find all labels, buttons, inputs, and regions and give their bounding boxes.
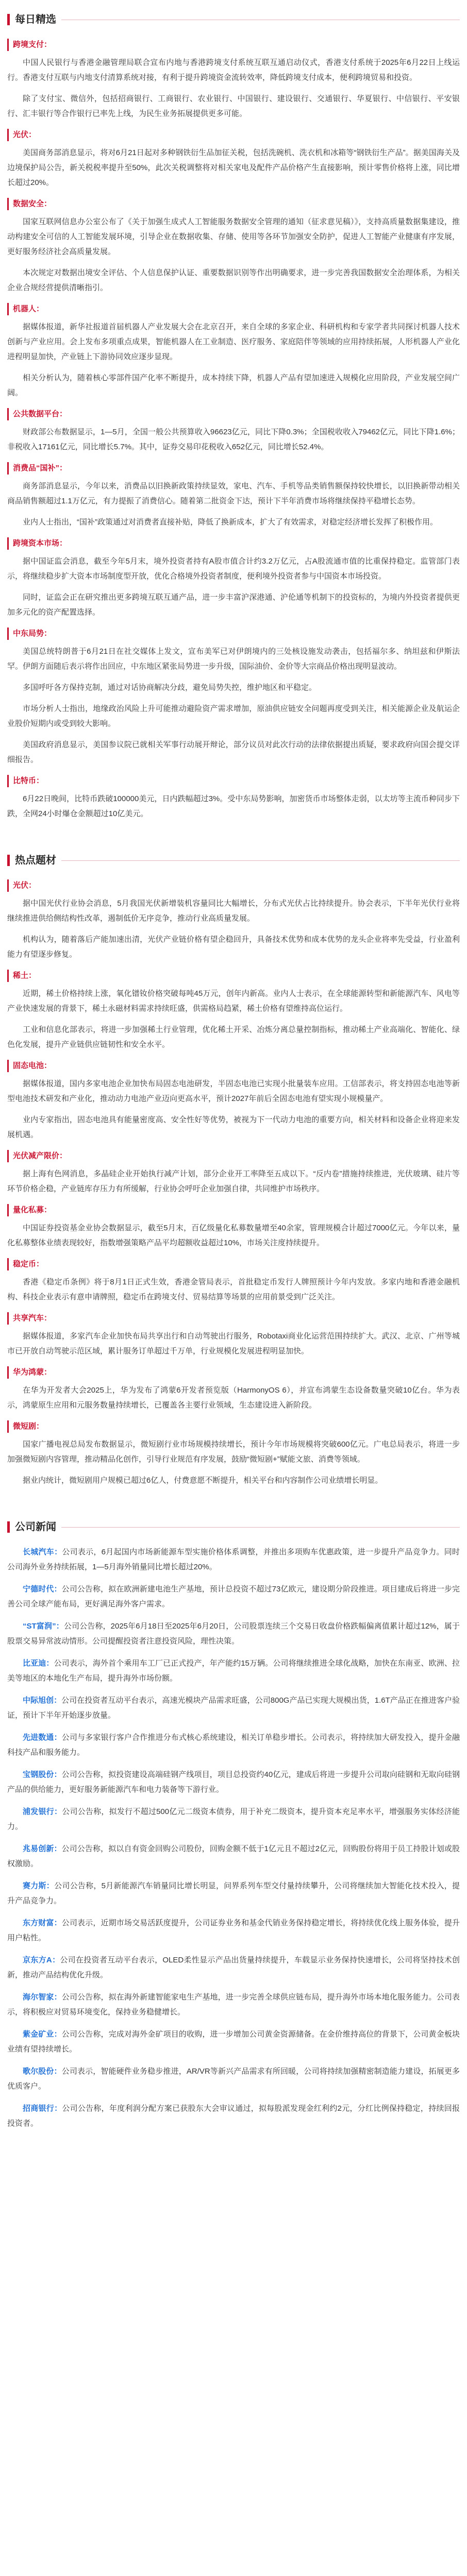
daily-list	[7, 37, 460, 821]
topic-block	[7, 1365, 460, 1380]
company-news-item	[7, 1878, 460, 1908]
paragraph: 据上海有色网消息，多晶硅企业开始执行减产计划，部分企业开工率降至五成以下。“反内卷”措施持续推进，光伏玻璃、硅片等环节价格企稳，产业链库存压力有所缓解，行业协会呼吁企业加强自律，共同维护市场秩序。	[7, 1170, 460, 1193]
company-news-text: 公司公告称，5月新能源汽车销量同比增长明显，问界系列车型交付量持续攀升，公司将继续加大智能化技术投入，提升产品竞争力。	[7, 1882, 460, 1905]
topic-block	[7, 196, 460, 211]
topic-title: 数据安全：	[7, 198, 52, 210]
topic-block	[7, 406, 460, 421]
company-news-text: 公司公告称，拟以自有资金回购公司股份，回购金额不低于1亿元且不超过2亿元，回购股份将用于员工持股计划或股权激励。	[7, 1844, 460, 1868]
topic-block	[7, 968, 460, 983]
section-header-hot	[7, 848, 460, 873]
topic-title: 跨境支付：	[7, 39, 52, 51]
topic-block	[7, 1257, 460, 1272]
topic-block	[7, 301, 460, 316]
topic-block	[7, 878, 460, 893]
paragraph: 中国人民银行与香港金融管理局联合宣布内地与香港跨境支付系统互联互通启动仪式，香港支付系统于2025年6月22日上线运行。香港支付互联与内地支付清算系统对接，有利于提升跨境资金流转效率，降低跨境支付成本，便利跨境贸易和投资。	[7, 58, 460, 82]
paragraph: 市场分析人士指出，地缘政治风险上升可能推动避险资产需求增加，原油供应链安全问题再度受到关注，相关能源企业及航运企业股价短期内或受到较大影响。	[7, 704, 460, 728]
topic-title: 光伏：	[7, 879, 36, 892]
paragraph: 机构认为，随着落后产能加速出清，光伏产业链价格有望企稳回升，具备技术优势和成本优势的龙头企业将率先受益，行业盈利能力有望逐步修复。	[7, 935, 460, 959]
company-name-link[interactable]: 赛力斯：	[23, 1882, 55, 1890]
topic-title: 共享汽车：	[7, 1312, 52, 1325]
company-news-text: 公司公告称，年度利润分配方案已获股东大会审议通过，拟每股派发现金红利约2元，分红比例保持稳定，持续回报投资者。	[7, 2104, 460, 2128]
topic-block	[7, 37, 460, 52]
paragraph: 相关分析认为，随着核心零部件国产化率不断提升，成本持续下降，机器人产品有望加速进入规模化应用阶段，产业发展空间广阔。	[7, 374, 460, 397]
paragraph: 据媒体报道，新华社报道首届机器人产业发展大会在北京召开，来自全球的多家企业、科研机构和专家学者共同探讨机器人技术创新与产业应用。会上发布多项重点成果，智能机器人在工业制造、医疗服务、家庭陪伴等领域的应用持续拓展，人形机器人产业化进程明显加快，产业链上下游协同效应逐步显现。	[7, 323, 460, 361]
topic-title: 光伏减产限价：	[7, 1150, 67, 1162]
paragraph: 业内人士指出，“国补”政策通过对消费者直接补贴，降低了换新成本，扩大了有效需求，对稳定经济增长发挥了积极作用。	[23, 518, 438, 527]
topic-title: 比特币：	[7, 775, 44, 787]
topic-block	[7, 626, 460, 641]
topic-title: 机器人：	[7, 303, 44, 315]
section-bar-icon	[7, 1521, 10, 1533]
topic-title: 华为鸿蒙：	[7, 1366, 52, 1379]
company-name-link[interactable]: 招商银行：	[23, 2104, 62, 2113]
paragraph: 国家广播电视总局发布数据显示，微短剧行业市场规模持续增长，预计今年市场规模将突破600亿元。广电总局表示，将进一步加强微短剧内容管理，推动精品化创作，引导行业规范有序发展，鼓励“微短剧+”赋能文旅、消费等领域。	[7, 1440, 460, 1464]
company-name-link[interactable]: 歌尔股份：	[23, 2067, 62, 2076]
topic-block	[7, 461, 460, 476]
company-news-item	[7, 1804, 460, 1834]
company-name-link[interactable]: 先进数通：	[23, 1733, 62, 1742]
company-news-text: 公司公告称，拟在欧洲新建电池生产基地，预计总投资不超过73亿欧元，建设期分阶段推进。项目建成后将进一步完善公司全球产能布局，更好满足海外客户需求。	[7, 1585, 460, 1608]
paragraph: 据中国光伏行业协会消息，5月我国光伏新增装机容量同比大幅增长，分布式光伏占比持续提升。协会表示，下半年光伏行业将继续推进供给侧结构性改革，遏制低价无序竞争，推动行业高质量发展。	[7, 899, 460, 923]
section-header-daily	[7, 7, 460, 32]
company-name-link[interactable]: 比亚迪：	[23, 1659, 54, 1668]
company-news-text: 公司公告称，完成对海外金矿项目的收购，进一步增加公司黄金资源储备。在金价维持高位的背景下，公司黄金板块业绩有望持续增长。	[7, 2030, 460, 2054]
company-news-text: 公司与多家银行客户合作推进分布式核心系统建设，相关订单稳步增长。公司表示，将持续加大研发投入，提升金融科技产品和服务能力。	[7, 1733, 460, 1757]
hot-list	[7, 878, 460, 1488]
company-name-link[interactable]: 长城汽车：	[23, 1548, 62, 1556]
company-news-text: 公司表示，6月起国内市场新能源车型实施价格体系调整，并推出多项购车优惠政策，进一步提升产品竞争力。同时公司海外业务持续拓展，1—5月海外销量同比增长超过20%。	[7, 1548, 460, 1571]
topic-block	[7, 536, 460, 551]
section-divider	[61, 1527, 460, 1528]
topic-title: 消费品“国补”：	[7, 462, 67, 474]
company-news-item	[7, 2101, 460, 2131]
paragraph: 据媒体报道，多家汽车企业加快布局共享出行和自动驾驶出行服务，Robotaxi商业化运营范围持续扩大。武汉、北京、广州等城市已开放自动驾驶示范区域，累计服务订单超过千万单，行业规模化发展进程明显加快。	[7, 1332, 460, 1355]
company-name-link[interactable]: 紫金矿业：	[23, 2030, 62, 2039]
topic-block	[7, 1419, 460, 1434]
paragraph: 据中国证监会消息，截至今年5月末，境外投资者持有A股市值合计约3.2万亿元，占A股流通市值的比重保持稳定。监管部门表示，将继续稳步扩大资本市场制度型开放，优化合格境外投资者制度，便利境外投资者参与中国资本市场投资。	[7, 557, 460, 581]
section-title: 公司新闻	[15, 1521, 56, 1533]
company-news-item	[7, 2027, 460, 2057]
company-news-item	[7, 1619, 460, 1649]
topic-block	[7, 1311, 460, 1326]
paragraph: 除了支付宝、微信外，包括招商银行、工商银行、农业银行、中国银行、建设银行、交通银行、华夏银行、中信银行、平安银行、汇丰银行等合作银行已率先上线，为民生业务拓展提供更多可能。	[7, 94, 460, 118]
company-list	[7, 1545, 460, 2131]
company-name-link[interactable]: 兆易创新：	[23, 1844, 62, 1853]
paragraph: 多国呼吁各方保持克制，通过对话协商解决分歧，避免局势失控，维护地区和平稳定。	[23, 683, 317, 692]
company-news-text: 公司在投资者互动平台表示，OLED柔性显示产品出货量持续提升，车载显示业务保持快速增长，公司将坚持技术创新，推动产品结构优化升级。	[7, 1956, 460, 1979]
company-name-link[interactable]: 海尔智家：	[23, 1993, 62, 2002]
topic-block	[7, 1148, 460, 1163]
section-header-company	[7, 1515, 460, 1539]
topic-title: 稀土：	[7, 970, 36, 982]
topic-block	[7, 773, 460, 788]
paragraph: 同时，证监会正在研究推出更多跨境互联互通产品，进一步丰富沪深港通、沪伦通等机制下的投资标的，为境内外投资者提供更加多元化的资产配置选择。	[7, 593, 460, 617]
topic-title: 光伏：	[7, 129, 36, 141]
section-title: 每日精选	[15, 13, 56, 25]
company-news-item	[7, 1990, 460, 2020]
company-news-item	[7, 1582, 460, 1612]
company-name-link[interactable]: “ST富润”：	[23, 1622, 64, 1631]
company-name-link[interactable]: 东方财富：	[23, 1919, 62, 1927]
paragraph: 财政部公布数据显示，1—5月，全国一般公共预算收入96623亿元，同比下降0.3%；全国税收收入79462亿元，同比下降1.6%；非税收入17161亿元，同比增长5.7%。其中，证券交易印花税收入652亿元，同比增长52.4%。	[7, 428, 460, 451]
company-news-item	[7, 1656, 460, 1686]
paragraph: 国家互联网信息办公室公布了《关于加强生成式人工智能服务数据安全管理的通知（征求意见稿）》，支持高质量数据集建设，推动构建安全可信的人工智能发展环境，引导企业在数据收集、存储、使用等各环节加强安全防护，促进人工智能产业健康有序发展，更好服务经济社会高质量发展。	[7, 217, 460, 256]
section-divider	[61, 860, 460, 861]
section-bar-icon	[7, 14, 10, 25]
company-news-text: 公司表示，海外首个乘用车工厂已正式投产，年产能约15万辆。公司将继续推进全球化战略，加快在东南亚、欧洲、拉美等地区的本地化生产布局，提升海外市场份额。	[7, 1659, 460, 1683]
company-name-link[interactable]: 京东方A：	[23, 1956, 60, 1964]
company-news-item	[7, 1953, 460, 1982]
paragraph: 在华为开发者大会2025上，华为发布了鸿蒙6开发者预览版（HarmonyOS 6），并宣布鸿蒙生态设备数量突破10亿台。华为表示，鸿蒙原生应用和元服务数量持续增长，已覆盖各主要行业领域，生态建设进入新阶段。	[7, 1386, 460, 1410]
topic-title: 公共数据平台：	[7, 408, 67, 420]
paragraph: 据媒体报道，国内多家电池企业加快布局固态电池研发，半固态电池已实现小批量装车应用。工信部表示，将支持固态电池等新型电池技术研发和产业化，推动动力电池产业迈向更高水平，预计2027年前后全固态电池有望实现小规模量产。	[7, 1079, 460, 1103]
topic-title: 微短剧：	[7, 1420, 44, 1433]
topic-title: 中东局势：	[7, 628, 52, 640]
company-news-item	[7, 1730, 460, 1760]
company-name-link[interactable]: 浦发银行：	[23, 1807, 62, 1816]
paragraph: 本次规定对数据出境安全评估、个人信息保护认证、重要数据识别等作出明确要求，进一步完善我国数据安全治理体系，为相关企业合规经营提供清晰指引。	[7, 268, 460, 292]
section-bar-icon	[7, 855, 10, 866]
topic-title: 稳定币：	[7, 1258, 44, 1270]
paragraph: 美国政府消息显示，美国参议院已就相关军事行动展开辩论，部分议员对此次行动的法律依据提出质疑，要求政府向国会提交详细报告。	[7, 740, 460, 764]
topic-title: 量化私募：	[7, 1204, 52, 1216]
company-name-link[interactable]: 中际旭创：	[23, 1696, 62, 1705]
company-news-text: 公司表示，智能硬件业务稳步推进，AR/VR等新兴产品需求有所回暖，公司将持续加强精密制造能力建设，拓展更多优质客户。	[7, 2067, 460, 2091]
company-name-link[interactable]: 宝钢股份：	[23, 1770, 62, 1779]
company-news-item	[7, 1693, 460, 1723]
paragraph: 近期，稀土价格持续上涨，氧化镨钕价格突破每吨45万元，创年内新高。业内人士表示，在全球能源转型和新能源汽车、风电等产业快速发展的背景下，稀土永磁材料需求持续旺盛，供需格局趋紧，稀土价格有望维持高位运行。	[7, 989, 460, 1013]
topic-block	[7, 1202, 460, 1217]
paragraph: 工业和信息化部表示，将进一步加强稀土行业管理，优化稀土开采、冶炼分离总量控制指标，推动稀土产业高端化、智能化、绿色化发展，提升产业链供应链韧性和安全水平。	[7, 1025, 460, 1049]
company-news-item	[7, 1841, 460, 1871]
page	[0, 7, 467, 2145]
paragraph: 中国证券投资基金业协会数据显示，截至5月末，百亿级量化私募数量增至40余家，管理规模合计超过7000亿元。今年以来，量化私募整体业绩表现较好，指数增强策略产品平均超额收益超过10%，市场关注度持续提升。	[7, 1224, 460, 1247]
paragraph: 据业内统计，微短剧用户规模已超过6亿人，付费意愿不断提升，相关平台和内容制作公司业绩增长明显。	[23, 1476, 383, 1485]
company-news-text: 公司公告称，拟投资建设高端硅钢产线项目，项目总投资约40亿元，建成后将进一步提升公司取向硅钢和无取向硅钢产品的供给能力，更好服务新能源汽车和电力装备等下游行业。	[7, 1770, 460, 1794]
company-news-item	[7, 1545, 460, 1574]
company-news-text: 公司在投资者互动平台表示，高速光模块产品需求旺盛，公司800G产品已实现大规模出货，1.6T产品正在推进客户验证，预计下半年开始逐步放量。	[7, 1696, 460, 1720]
paragraph: 香港《稳定币条例》将于8月1日正式生效，香港金管局表示，首批稳定币发行人牌照预计今年内发放。多家内地和香港金融机构、科技企业表示有意申请牌照，稳定币在跨境支付、贸易结算等场景的应用前景受到广泛关注。	[7, 1278, 460, 1301]
company-news-text: 公司表示，近期市场交易活跃度提升，公司证券业务和基金代销业务保持稳定增长，将持续优化线上服务体验，提升用户粘性。	[7, 1919, 460, 1942]
topic-block	[7, 127, 460, 142]
topic-title: 跨境资本市场：	[7, 537, 67, 550]
company-news-text: 公司公告称，拟在海外新建智能家电生产基地，进一步完善全球供应链布局，提升海外市场本地化服务能力。公司表示，将积极应对贸易环境变化，保持业务稳健增长。	[7, 1993, 460, 2016]
company-news-text: 公司公告称，2025年6月18日至2025年6月20日，公司股票连续三个交易日收盘价格跌幅偏离值累计超过12%，属于股票交易异常波动情形。公司提醒投资者注意投资风险，理性决策。	[7, 1622, 460, 1646]
section-title: 热点题材	[15, 854, 56, 866]
topic-title: 固态电池：	[7, 1060, 52, 1072]
company-news-text: 公司公告称，拟发行不超过500亿元二级资本债券，用于补充二级资本，提升资本充足率水平，增强服务实体经济能力。	[7, 1807, 460, 1831]
topic-block	[7, 1058, 460, 1073]
company-name-link[interactable]: 宁德时代：	[23, 1585, 62, 1594]
company-news-item	[7, 1767, 460, 1797]
paragraph: 业内专家指出，固态电池具有能量密度高、安全性好等优势，被视为下一代动力电池的重要方向，相关材料和设备企业将迎来发展机遇。	[7, 1115, 460, 1139]
paragraph: 美国总统特朗普于6月21日在社交媒体上发文，宣布美军已对伊朗境内的三处核设施发动袭击，包括福尔多、纳坦兹和伊斯法罕。伊朗方面随后表示将作出回应，中东地区紧张局势进一步升级，国际油价、金价等大宗商品价格出现明显波动。	[7, 647, 460, 671]
paragraph: 6月22日晚间，比特币跌破100000美元，日内跌幅超过3%。受中东局势影响，加密货币市场整体走弱，以太坊等主流币种同步下跌，全网24小时爆仓金额超过10亿美元。	[7, 794, 460, 818]
paragraph: 商务部消息显示，今年以来，消费品以旧换新政策持续显效，家电、汽车、手机等品类销售额保持较快增长，以旧换新带动相关商品销售额超过1.1万亿元，有力提振了消费信心。随着第二批资金下达，预计下半年消费市场将继续保持平稳增长态势。	[7, 482, 460, 505]
paragraph: 美国商务部消息显示，将对6月21日起对多种钢铁衍生品加征关税，包括洗碗机、洗衣机和冰箱等“钢铁衍生产品”。据美国海关及边境保护局公告，新关税税率提升至50%，此次关税调整将对相关家电及配件产品价格产生直接影响，预计零售价格将上涨，同比增长超过20%。	[7, 148, 460, 187]
company-news-item	[7, 2064, 460, 2094]
company-news-item	[7, 1916, 460, 1945]
